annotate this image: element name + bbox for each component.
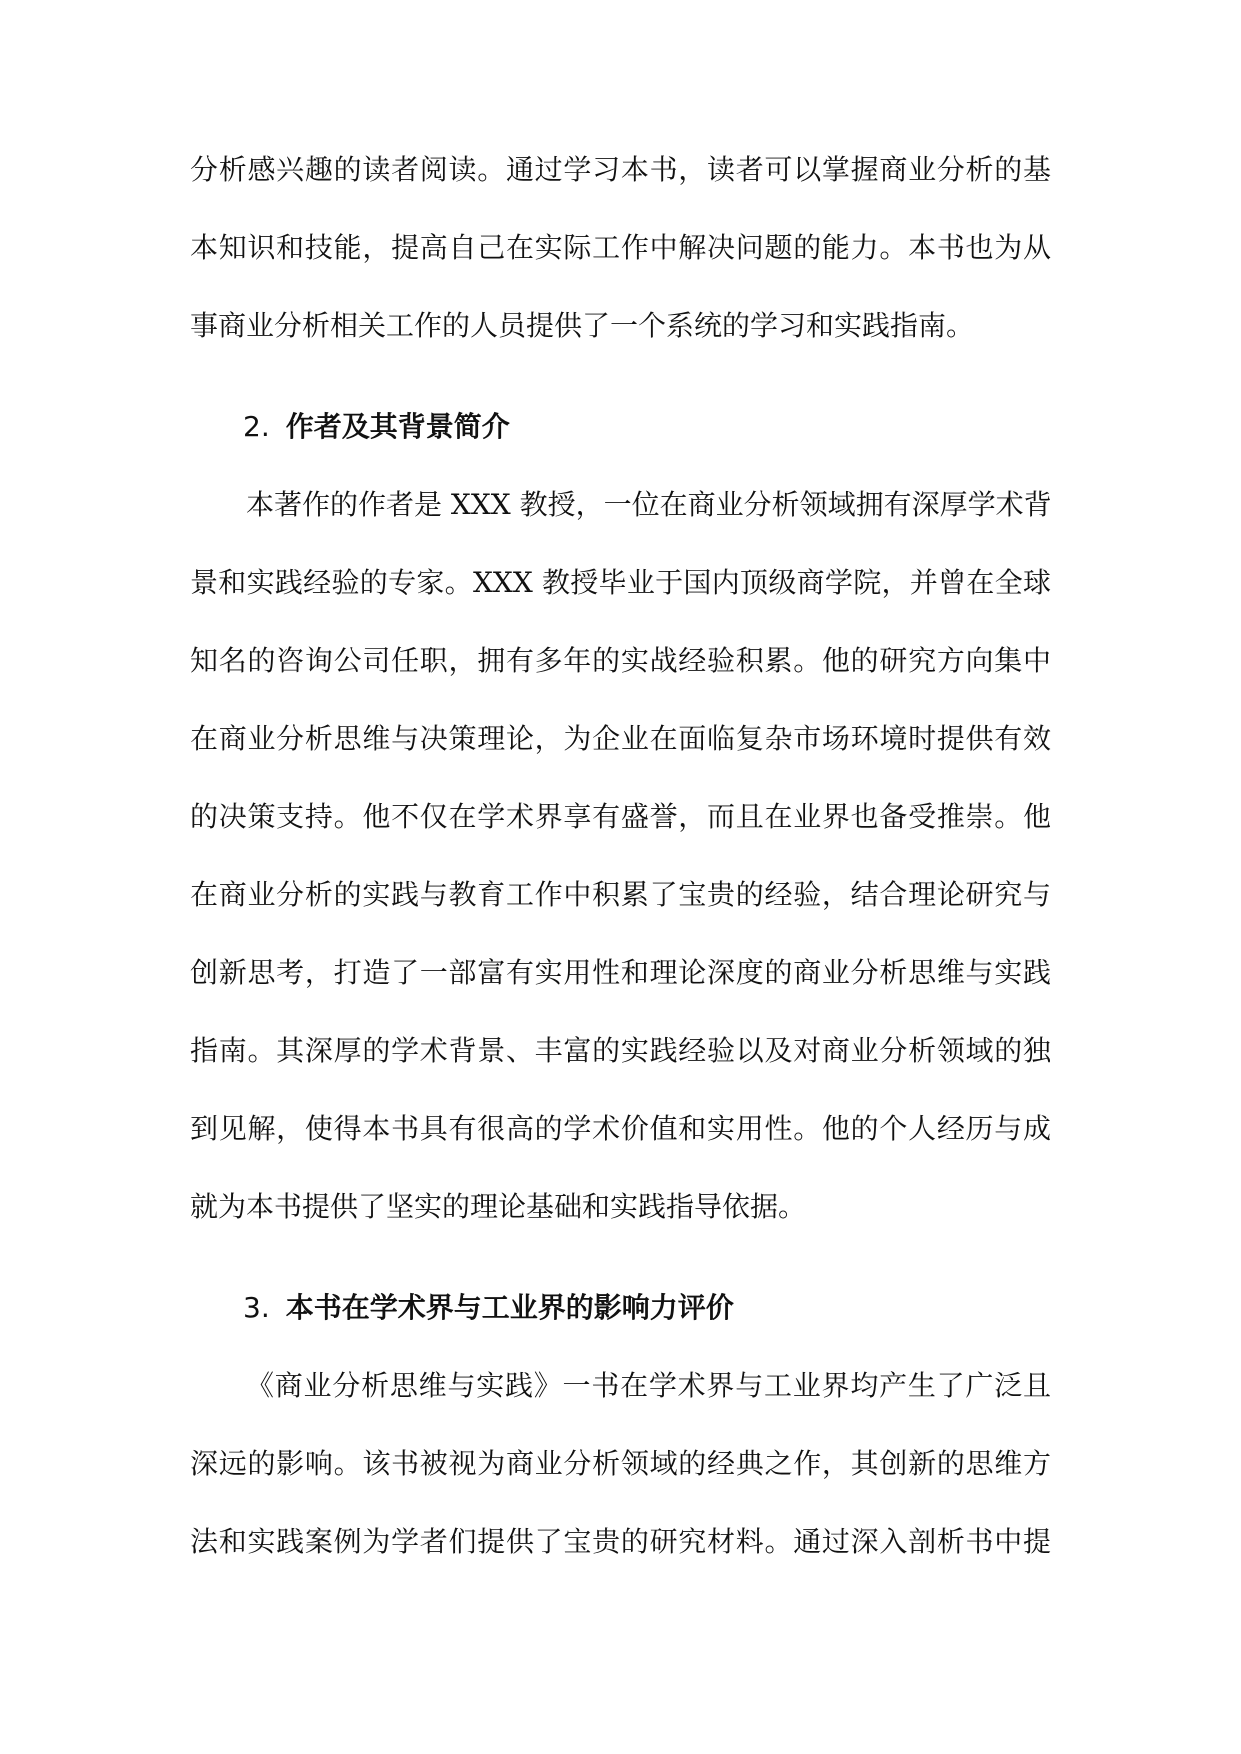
paragraph-line: 的决策支持。他不仅在学术界享有盛誉，而且在业界也备受推崇。他 [190, 800, 1051, 833]
paragraph-line: 本著作的作者是 XXX 教授，一位在商业分析领域拥有深厚学术背 [246, 488, 1052, 521]
section-number: 2. [243, 410, 270, 443]
paragraph-line: 法和实践案例为学者们提供了宝贵的研究材料。通过深入剖析书中提 [190, 1525, 1051, 1558]
paragraph-line: 《商业分析思维与实践》一书在学术界与工业界均产生了广泛且 [246, 1369, 1051, 1402]
paragraph-line: 到见解，使得本书具有很高的学术价值和实用性。他的个人经历与成 [190, 1112, 1051, 1145]
paragraph-line: 景和实践经验的专家。XXX 教授毕业于国内顶级商学院，并曾在全球 [190, 566, 1051, 599]
paragraph-line: 在商业分析思维与决策理论，为企业在面临复杂市场环境时提供有效 [190, 722, 1051, 755]
section-heading [243, 407, 510, 447]
section-title: 本书在学术界与工业界的影响力评价 [285, 1291, 734, 1324]
paragraph-line: 本知识和技能，提高自己在实际工作中解决问题的能力。本书也为从 [190, 231, 1051, 264]
paragraph-line: 指南。其深厚的学术背景、丰富的实践经验以及对商业分析领域的独 [190, 1034, 1051, 1067]
paragraph-line: 知名的咨询公司任职，拥有多年的实战经验积累。他的研究方向集中 [190, 644, 1051, 677]
section-heading [243, 1288, 734, 1328]
paragraph-line: 事商业分析相关工作的人员提供了一个系统的学习和实践指南。 [190, 309, 975, 342]
paragraph-line: 创新思考，打造了一部富有实用性和理论深度的商业分析思维与实践 [190, 956, 1051, 989]
section-number: 3. [243, 1291, 270, 1324]
paragraph-line: 就为本书提供了坚实的理论基础和实践指导依据。 [190, 1190, 807, 1223]
paragraph-line: 深远的影响。该书被视为商业分析领域的经典之作，其创新的思维方 [190, 1447, 1051, 1480]
paragraph-line: 分析感兴趣的读者阅读。通过学习本书，读者可以掌握商业分析的基 [190, 153, 1051, 186]
paragraph-line: 在商业分析的实践与教育工作中积累了宝贵的经验，结合理论研究与 [190, 878, 1051, 911]
section-title: 作者及其背景简介 [285, 410, 510, 443]
